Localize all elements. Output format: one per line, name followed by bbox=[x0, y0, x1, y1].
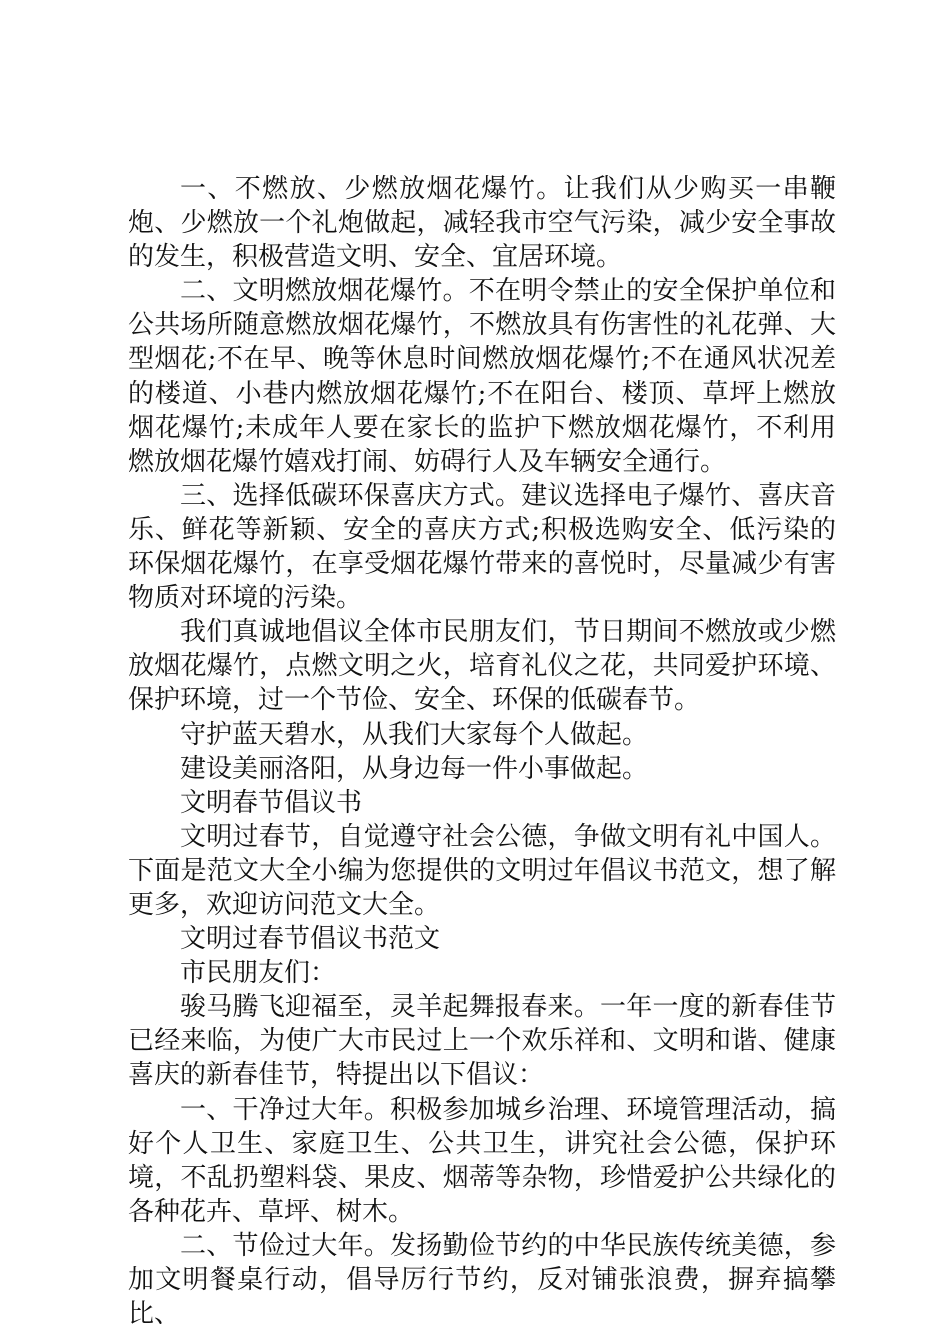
salutation: 市民朋友们： bbox=[180, 958, 337, 989]
paragraph-new-year: 骏马腾飞迎福至，灵羊起舞报春来。一年一度的新春佳节已经来临，为使广大市民过上一个欢乐祥和、文明和谐、健康喜庆的新春佳节，特提出以下倡议： bbox=[128, 992, 836, 1091]
paragraph-low-carbon: 三、选择低碳环保喜庆方式。建议选择电子爆竹、喜庆音乐、鲜花等新颖、安全的喜庆方式;积极选购安全、低污染的环保烟花爆竹，在享受烟花爆竹带来的喜悦时，尽量减少有害物质对环境的污染。 bbox=[128, 480, 836, 614]
section-heading-sample: 文明过春节倡议书范文 bbox=[180, 924, 441, 955]
paragraph-intro: 文明过春节，自觉遵守社会公德，争做文明有礼中国人。下面是范文大全小编为您提供的文明过年倡议书范文，想了解更多，欢迎访问范文大全。 bbox=[128, 821, 836, 920]
paragraph-appeal: 我们真诚地倡议全体市民朋友们，节日期间不燃放或少燃放烟花爆竹，点燃文明之火，培育礼仪之花，共同爱护环境、保护环境，过一个节俭、安全、环保的低碳春节。 bbox=[128, 617, 836, 716]
paragraph-slogan-sky: 守护蓝天碧水，从我们大家每个人做起。 bbox=[180, 719, 649, 750]
paragraph-slogan-luoyang: 建设美丽洛阳，从身边每一件小事做起。 bbox=[180, 753, 649, 784]
paragraph-clean-new-year: 一、干净过大年。积极参加城乡治理、环境管理活动，搞好个人卫生、家庭卫生、公共卫生，讲究社会公德，保护环境，不乱扔塑料袋、果皮、烟蒂等杂物，珍惜爱护公共绿化的各种花卉、草坪、树木。 bbox=[128, 1094, 836, 1227]
paragraph-civilized-fireworks: 二、文明燃放烟花爆竹。不在明令禁止的安全保护单位和公共场所随意燃放烟花爆竹，不燃放具有伤害性的礼花弹、大型烟花;不在早、晚等休息时间燃放烟花爆竹;不在通风状况差的楼道、小巷内燃放烟花爆竹;不在阳台、楼顶、草坪上燃放烟花爆竹;未成年人要在家长的监护下燃放烟花爆竹，不利用燃放烟花爆竹嬉戏打闹、妨碍行人及车辆安全通行。 bbox=[128, 276, 836, 477]
document-body bbox=[128, 172, 836, 1331]
paragraph-no-fireworks: 一、不燃放、少燃放烟花爆竹。让我们从少购买一串鞭炮、少燃放一个礼炮做起，减轻我市空气污染，减少安全事故的发生，积极营造文明、安全、宜居环境。 bbox=[128, 174, 836, 273]
paragraph-frugal-new-year: 二、节俭过大年。发扬勤俭节约的中华民族传统美德，参加文明餐桌行动，倡导厉行节约，反对铺张浪费，摒弃搞攀比、 bbox=[128, 1230, 836, 1330]
section-heading-proposal: 文明春节倡议书 bbox=[180, 787, 363, 818]
